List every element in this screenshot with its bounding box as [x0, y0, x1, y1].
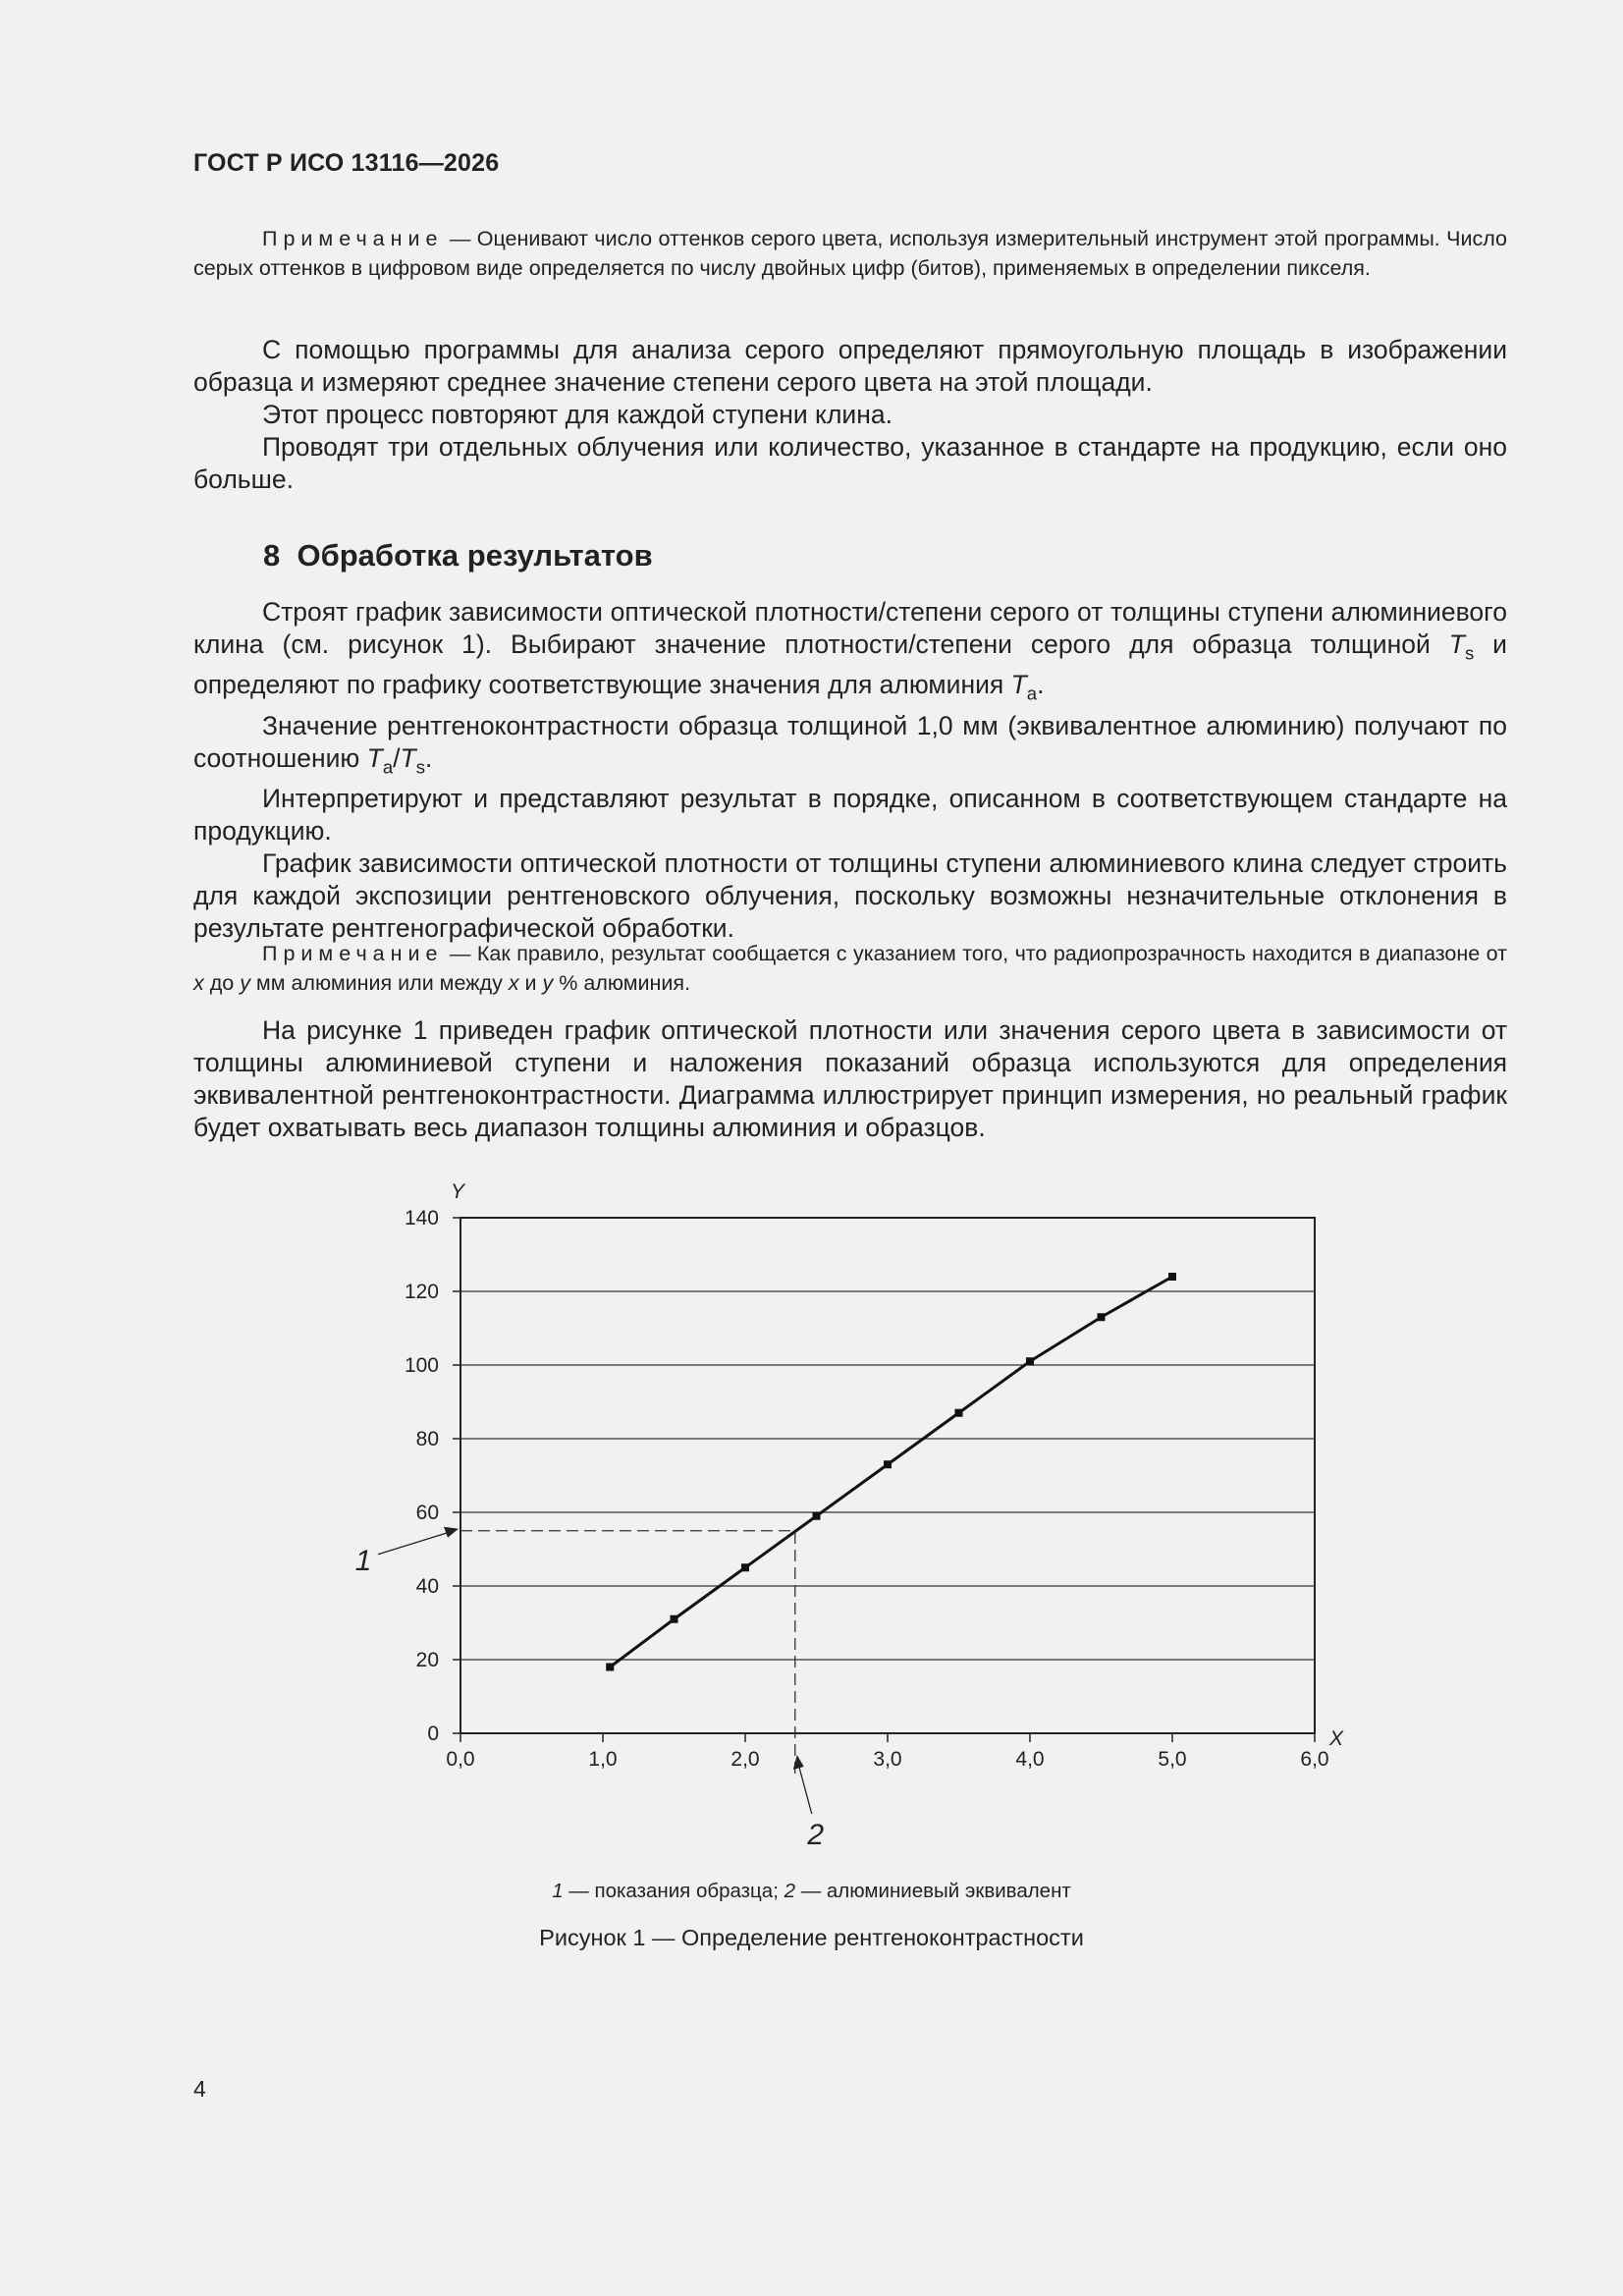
var-x: x: [193, 971, 204, 995]
text: мм алюминия или между: [249, 971, 509, 995]
var-y: y: [240, 971, 250, 995]
note-label: Примечание: [262, 227, 444, 250]
x-tick-label: 6,0: [1300, 1748, 1329, 1771]
data-point: [1168, 1273, 1176, 1281]
legend-text-2: — алюминиевый эквивалент: [795, 1880, 1071, 1902]
note-text: — Оценивают число оттенков серого цвета, используя измерительный инструмент этой программы. Число серых оттенков в цифровом виде определяется по числу двойных цифр (битов), применяемых в определении пикселя.: [193, 227, 1507, 280]
callout-2-leader: [798, 1763, 812, 1814]
text: и: [518, 971, 543, 995]
series-line: [610, 1277, 1172, 1667]
data-point: [671, 1615, 678, 1623]
figure-legend: [0, 1880, 1623, 1903]
paragraphs-intro: [193, 334, 1507, 496]
document-header: ГОСТ Р ИСО 13116—2026: [193, 149, 500, 177]
note-label: Примечание: [262, 942, 444, 965]
var-T: T: [400, 742, 416, 773]
text: до: [203, 971, 241, 995]
text: Значение рентгеноконтрастности образца толщиной 1,0 мм (эквивалентное алюминию) получают по соотношению: [193, 710, 1507, 773]
text: .: [1037, 670, 1045, 700]
paragraph: На рисунке 1 приведен график оптической плотности или значения серого цвета в зависимости от толщины алюминиевой ступени и наложения показаний образца используются для определения эквивалентной рентгеноконтрастности. Диаграмма иллюстрирует принцип измерения, но реальный график будет охватывать весь диапазон толщины алюминия и образцов.: [193, 1015, 1507, 1142]
x-tick-label: 0,0: [446, 1748, 475, 1771]
callout-1-arrowhead: [444, 1527, 459, 1538]
page-number: 4: [193, 2076, 206, 2102]
data-point: [741, 1563, 749, 1571]
var-T: T: [366, 742, 383, 773]
y-tick-label: 140: [404, 1207, 439, 1230]
paragraph: С помощью программы для анализа серого определяют прямоугольную площадь в изображении образца и измеряют среднее значение степени серого цвета на этой площади.: [193, 335, 1507, 397]
chart-svg: [334, 1159, 1355, 1846]
x-tick-label: 5,0: [1158, 1748, 1187, 1771]
paragraph-graph: [193, 596, 1507, 710]
y-tick-label: 40: [415, 1575, 439, 1598]
callout-2-label: 2: [807, 1819, 825, 1846]
legend-num-2: 2: [784, 1880, 795, 1902]
sub-a: a: [382, 755, 394, 777]
x-axis-label: X: [1328, 1727, 1344, 1750]
y-tick-label: 100: [404, 1354, 439, 1377]
data-point: [606, 1664, 614, 1671]
callout-1-leader: [378, 1532, 451, 1555]
text: — Как правило, результат сообщается с указанием того, что радиопрозрачность находится в диапазоне от: [443, 942, 1507, 965]
text: /: [393, 742, 401, 773]
data-point: [884, 1460, 892, 1468]
data-point: [1098, 1313, 1106, 1321]
text: Строят график зависимости оптической плотности/степени серого от толщины ступени алюминиевого клина (см. рисунок 1). Выбирают значение плотности/степени серого для образца толщиной: [193, 597, 1507, 659]
data-point: [955, 1409, 963, 1417]
paragraph: Проводят три отдельных облучения или количество, указанное в стандарте на продукцию, если оно больше.: [193, 432, 1507, 494]
plot-frame: [460, 1218, 1315, 1733]
callout-1-label: 1: [354, 1544, 372, 1577]
section-heading: [263, 538, 653, 574]
x-tick-label: 1,0: [588, 1748, 618, 1771]
legend-num-1: 1: [552, 1880, 564, 1902]
section-title: Обработка результатов: [297, 538, 653, 573]
paragraph-ratio: [193, 710, 1507, 783]
x-tick-label: 3,0: [873, 1748, 902, 1771]
sub-s: s: [415, 755, 425, 777]
sub-s: s: [1464, 642, 1475, 664]
text: % алюминия.: [553, 971, 691, 995]
sub-a: a: [1026, 683, 1038, 704]
y-axis-label: Y: [450, 1180, 465, 1203]
note-2: [193, 939, 1507, 998]
y-tick-label: 0: [427, 1722, 439, 1745]
paragraph: Этот процесс повторяют для каждой ступени клина.: [262, 400, 893, 429]
x-tick-label: 2,0: [730, 1748, 760, 1771]
var-T: T: [1010, 670, 1027, 700]
y-tick-label: 80: [415, 1428, 439, 1450]
data-point: [813, 1512, 821, 1520]
var-T: T: [1448, 629, 1465, 659]
figure-caption: Рисунок 1 — Определение рентгеноконтрастности: [539, 1925, 1084, 1950]
legend-text-1: — показания образца;: [563, 1880, 784, 1902]
text: и определяют по графику соответствующие значения для алюминия: [193, 629, 1507, 700]
y-tick-label: 60: [415, 1502, 439, 1524]
data-point: [1026, 1357, 1034, 1365]
paragraph: График зависимости оптической плотности от толщины ступени алюминиевого клина следует строить для каждой экспозиции рентгеновского облучения, поскольку возможны незначительные отклонения в результате рентгенографической обработки.: [193, 847, 1507, 943]
x-tick-label: 4,0: [1015, 1748, 1045, 1771]
y-tick-label: 120: [404, 1281, 439, 1303]
y-tick-label: 20: [415, 1649, 439, 1671]
var-x: x: [508, 971, 519, 995]
text: .: [424, 742, 433, 773]
note-1: [193, 224, 1507, 283]
section-number: 8: [263, 538, 281, 573]
var-y: y: [542, 971, 554, 995]
paragraph: Интерпретируют и представляют результат в порядке, описанном в соответствующем стандарте на продукцию.: [193, 783, 1507, 846]
figure-paragraph: [193, 1014, 1507, 1144]
chart: [334, 1159, 1355, 1846]
section-body: [193, 596, 1507, 945]
